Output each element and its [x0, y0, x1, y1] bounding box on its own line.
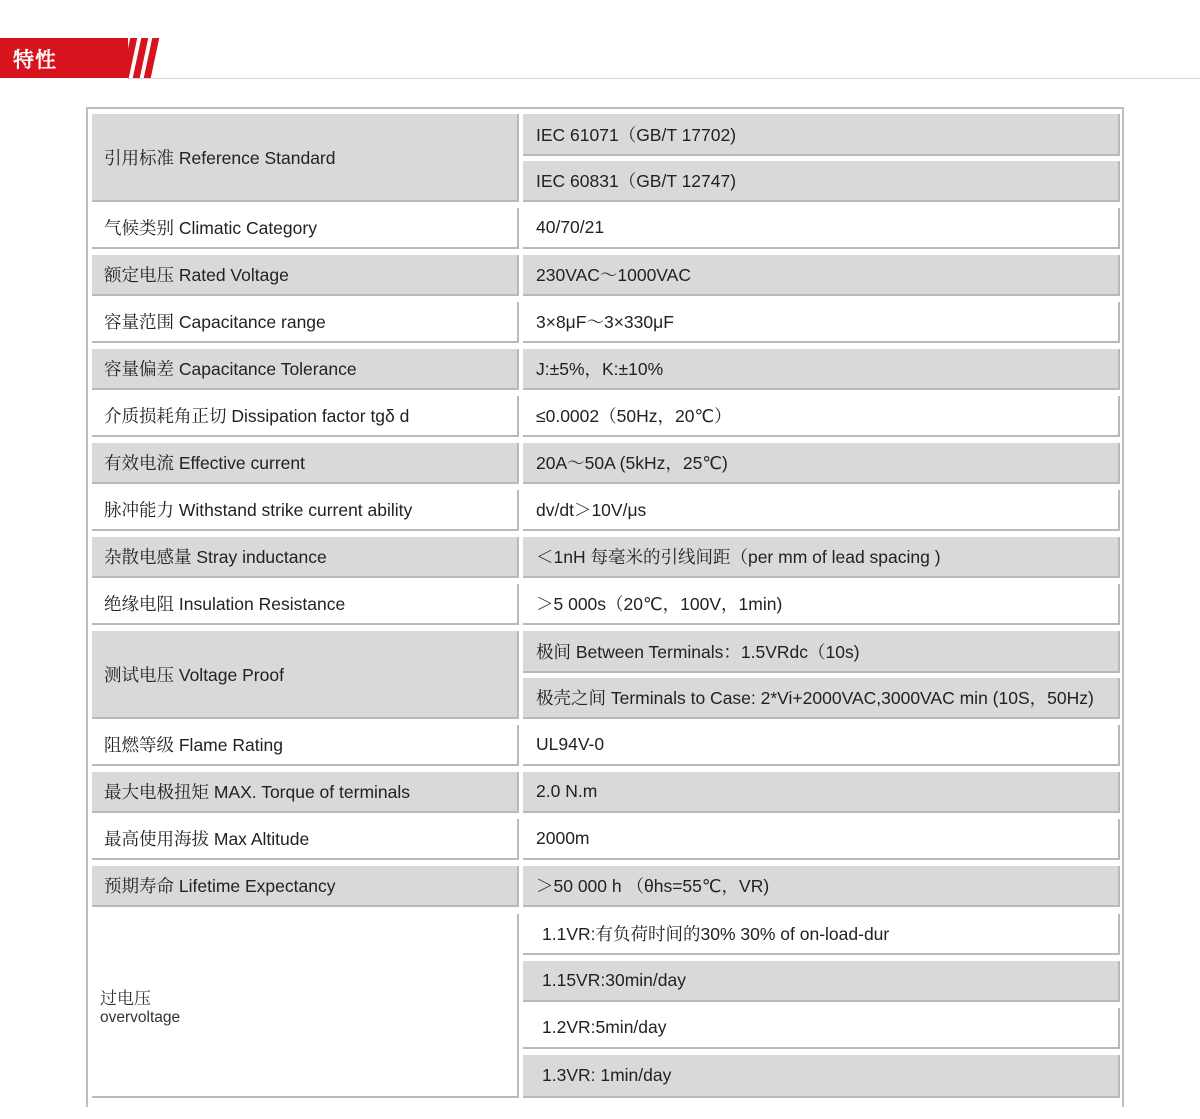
overvoltage-value: 1.1VR:有负荷时间的30% 30% of on-load-dur — [523, 914, 1120, 955]
spec-value: 2.0 N.m — [523, 772, 1120, 813]
spec-label: 杂散电感量 Stray inductance — [92, 537, 519, 578]
spec-label: 预期寿命 Lifetime Expectancy — [92, 866, 519, 907]
header-divider — [128, 78, 1200, 79]
spec-label: 最大电极扭矩 MAX. Torque of terminals — [92, 772, 519, 813]
spec-label: 容量范围 Capacitance range — [92, 302, 519, 343]
overvoltage-label-en: overvoltage — [100, 1009, 181, 1026]
spec-label: 额定电压 Rated Voltage — [92, 255, 519, 296]
spec-value: 极壳之间 Terminals to Case: 2*Vi+2000VAC,3000VAC min (10S，50Hz) — [523, 678, 1120, 719]
spec-value: 20A～50A (5kHz，25℃) — [523, 443, 1120, 484]
spec-value: 3×8μF～3×330μF — [523, 302, 1120, 343]
overvoltage-value: 1.2VR:5min/day — [523, 1008, 1120, 1049]
overvoltage-label-cell — [92, 914, 519, 1098]
spec-value: IEC 60831（GB/T 12747) — [523, 161, 1120, 202]
spec-label: 测试电压 Voltage Proof — [92, 631, 519, 719]
spec-value: UL94V-0 — [523, 725, 1120, 766]
spec-value: dv/dt＞10V/μs — [523, 490, 1120, 531]
spec-value: ≤0.0002（50Hz，20℃） — [523, 396, 1120, 437]
spec-value: IEC 61071（GB/T 17702) — [523, 114, 1120, 156]
spec-label: 有效电流 Effective current — [92, 443, 519, 484]
spec-label: 容量偏差 Capacitance Tolerance — [92, 349, 519, 390]
spec-value: J:±5%，K:±10% — [523, 349, 1120, 390]
overvoltage-value: 1.15VR:30min/day — [523, 961, 1120, 1002]
overvoltage-value: 1.3VR: 1min/day — [523, 1055, 1120, 1098]
spec-label: 绝缘电阻 Insulation Resistance — [92, 584, 519, 625]
overvoltage-label-cn: 过电压 — [100, 989, 151, 1008]
section-title: 特性 — [13, 49, 57, 72]
spec-label: 最高使用海拔 Max Altitude — [92, 819, 519, 860]
spec-label: 阻燃等级 Flame Rating — [92, 725, 519, 766]
spec-value: 极间 Between Terminals：1.5VRdc（10s) — [523, 631, 1120, 673]
spec-value: 2000m — [523, 819, 1120, 860]
spec-label: 气候类别 Climatic Category — [92, 208, 519, 249]
spec-label: 脉冲能力 Withstand strike current ability — [92, 490, 519, 531]
spec-label: 介质损耗角正切 Dissipation factor tgδ d — [92, 396, 519, 437]
spec-value: ＞50 000 h （θhs=55℃，VR) — [523, 866, 1120, 907]
spec-value: 40/70/21 — [523, 208, 1120, 249]
spec-label: 引用标准 Reference Standard — [92, 114, 519, 202]
spec-value: ＞5 000s（20℃，100V，1min) — [523, 584, 1120, 625]
spec-value: ＜1nH 每毫米的引线间距（per mm of lead spacing ) — [523, 537, 1120, 578]
section-header — [0, 0, 1200, 80]
spec-value: 230VAC～1000VAC — [523, 255, 1120, 296]
